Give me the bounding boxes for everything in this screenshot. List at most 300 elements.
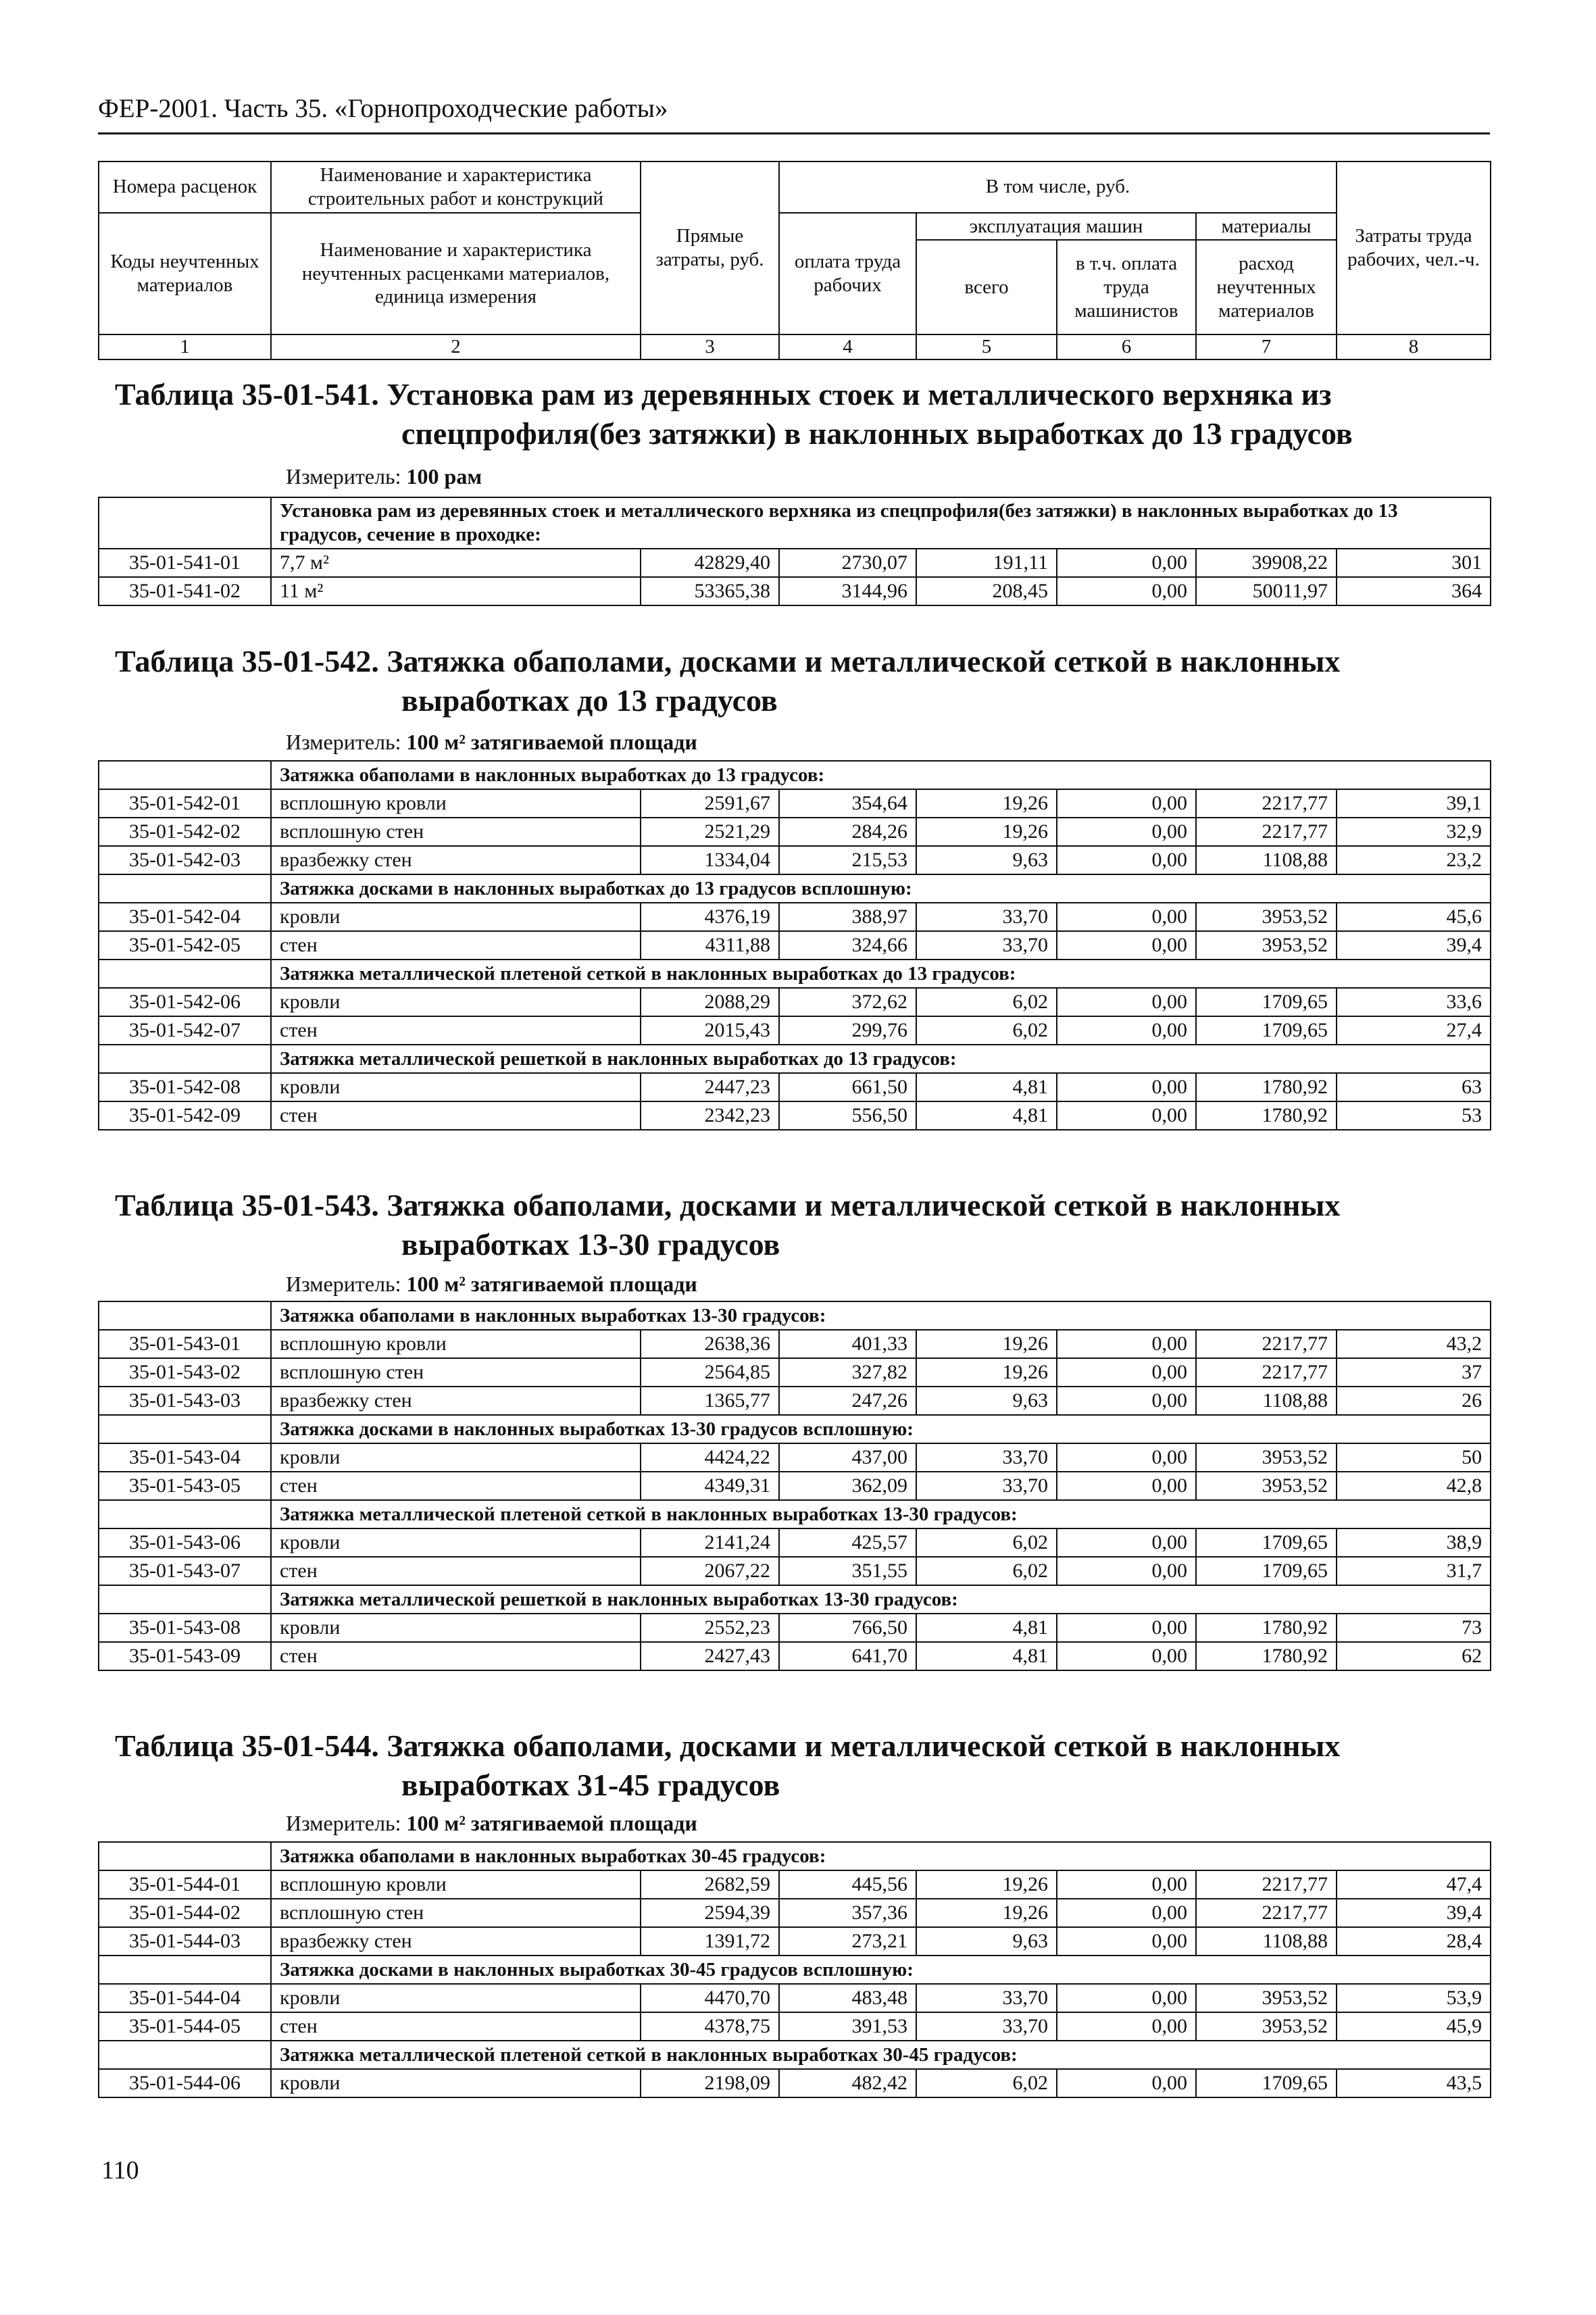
labor-cost: 354,64	[779, 789, 916, 818]
table-title-line: спецпрофиля(без затяжки) в наклонных выработках до 13 градусов	[401, 416, 1353, 451]
table-row	[99, 577, 1491, 605]
machine-cost: 191,11	[916, 549, 1057, 577]
col3-header: Прямые затраты, руб.	[641, 161, 779, 334]
labor-hours: 364	[1337, 577, 1491, 605]
section-heading: Затяжка металлической плетеной сеткой в наклонных выработках 13-30 градусов:	[271, 1500, 1491, 1528]
labor-hours: 39,4	[1337, 1899, 1491, 1927]
table-row	[99, 1016, 1491, 1045]
labor-cost: 388,97	[779, 903, 916, 931]
labor-cost: 425,57	[779, 1528, 916, 1557]
row-code: 35-01-542-02	[99, 818, 271, 846]
row-code: 35-01-543-09	[99, 1642, 271, 1670]
col4-header: оплата труда рабочих	[779, 213, 916, 335]
labor-cost: 324,66	[779, 931, 916, 960]
labor-hours: 23,2	[1337, 846, 1491, 874]
row-code: 35-01-541-02	[99, 577, 271, 605]
table-title	[115, 642, 1487, 720]
section-heading: Затяжка досками в наклонных выработках 13-30 градусов всплошную:	[271, 1415, 1491, 1443]
machinist-labor-cost: 0,00	[1057, 1472, 1196, 1500]
row-name: вразбежку стен	[271, 1927, 641, 1956]
machine-cost: 208,45	[916, 577, 1057, 605]
row-name: всплошную кровли	[271, 1870, 641, 1899]
row-code: 35-01-543-08	[99, 1614, 271, 1642]
section-row	[99, 1585, 1491, 1614]
machinist-labor-cost: 0,00	[1057, 549, 1196, 577]
table-row	[99, 1472, 1491, 1500]
row-code: 35-01-543-03	[99, 1387, 271, 1415]
machinist-labor-cost: 0,00	[1057, 1101, 1196, 1130]
machine-cost: 6,02	[916, 2069, 1057, 2097]
machine-cost: 33,70	[916, 1984, 1057, 2012]
machine-cost: 19,26	[916, 1899, 1057, 1927]
direct-cost: 4376,19	[641, 903, 779, 931]
section-heading: Затяжка металлической плетеной сеткой в наклонных выработках 30-45 градусов:	[271, 2041, 1491, 2069]
material-cost: 3953,52	[1196, 903, 1337, 931]
section-blank-cell	[99, 1956, 271, 1984]
col7-header: расход неучтенных материалов	[1196, 240, 1337, 334]
section-row	[99, 1045, 1491, 1073]
measure-label: Измеритель:	[286, 464, 401, 489]
material-cost: 1108,88	[1196, 1927, 1337, 1956]
section-row	[99, 2041, 1491, 2069]
table-row	[99, 988, 1491, 1016]
machinist-labor-cost: 0,00	[1057, 903, 1196, 931]
material-cost: 3953,52	[1196, 2012, 1337, 2041]
direct-cost: 4349,31	[641, 1472, 779, 1500]
measure-value: 100 м² затягиваемой площади	[406, 730, 697, 754]
machine-cost: 33,70	[916, 1472, 1057, 1500]
row-name: всплошную стен	[271, 1899, 641, 1927]
labor-cost: 327,82	[779, 1358, 916, 1387]
direct-cost: 2594,39	[641, 1899, 779, 1927]
table-title	[115, 375, 1487, 453]
section-heading: Затяжка металлической решеткой в наклонных выработках до 13 градусов:	[271, 1045, 1491, 1073]
row-name: кровли	[271, 1073, 641, 1101]
machine-cost: 9,63	[916, 846, 1057, 874]
section-row	[99, 960, 1491, 988]
labor-cost: 215,53	[779, 846, 916, 874]
material-cost: 1709,65	[1196, 1557, 1337, 1585]
row-code: 35-01-543-01	[99, 1330, 271, 1358]
direct-cost: 1334,04	[641, 846, 779, 874]
labor-hours: 39,1	[1337, 789, 1491, 818]
labor-hours: 43,2	[1337, 1330, 1491, 1358]
direct-cost: 2591,67	[641, 789, 779, 818]
col-number: 5	[916, 334, 1057, 359]
direct-cost: 2088,29	[641, 988, 779, 1016]
col-number: 8	[1337, 334, 1491, 359]
labor-hours: 62	[1337, 1642, 1491, 1670]
table-row	[99, 1870, 1491, 1899]
section-blank-cell	[99, 1842, 271, 1870]
table-row	[99, 818, 1491, 846]
direct-cost: 4378,75	[641, 2012, 779, 2041]
table-row	[99, 2012, 1491, 2041]
rates-table	[98, 1301, 1491, 1671]
section-heading: Затяжка металлической плетеной сеткой в наклонных выработках до 13 градусов:	[271, 960, 1491, 988]
table-row	[99, 1443, 1491, 1472]
material-cost: 1780,92	[1196, 1101, 1337, 1130]
material-cost: 39908,22	[1196, 549, 1337, 577]
machinist-labor-cost: 0,00	[1057, 1557, 1196, 1585]
machine-cost: 4,81	[916, 1614, 1057, 1642]
machine-cost: 19,26	[916, 789, 1057, 818]
direct-cost: 2564,85	[641, 1358, 779, 1387]
machine-cost: 4,81	[916, 1642, 1057, 1670]
table-title-line: выработках 31-45 градусов	[401, 1768, 780, 1802]
materials-header: материалы	[1196, 213, 1337, 241]
row-name: кровли	[271, 1443, 641, 1472]
section-row	[99, 761, 1491, 789]
table-row	[99, 903, 1491, 931]
row-name: всплошную стен	[271, 1358, 641, 1387]
group-header: В том числе, руб.	[779, 161, 1337, 213]
material-cost: 1709,65	[1196, 1528, 1337, 1557]
labor-cost: 357,36	[779, 1899, 916, 1927]
labor-cost: 401,33	[779, 1330, 916, 1358]
table-row	[99, 1101, 1491, 1130]
material-cost: 2217,77	[1196, 789, 1337, 818]
row-code: 35-01-544-02	[99, 1899, 271, 1927]
direct-cost: 4311,88	[641, 931, 779, 960]
row-name: кровли	[271, 988, 641, 1016]
row-name: стен	[271, 1101, 641, 1130]
direct-cost: 2198,09	[641, 2069, 779, 2097]
labor-hours: 33,6	[1337, 988, 1491, 1016]
table-title-line: Таблица 35-01-541. Установка рам из деревянных стоек и металлического верхняка из	[115, 377, 1332, 412]
row-code: 35-01-542-01	[99, 789, 271, 818]
row-name: кровли	[271, 1614, 641, 1642]
col-number: 3	[641, 334, 779, 359]
section-row	[99, 1842, 1491, 1870]
section-row	[99, 1415, 1491, 1443]
table-row	[99, 1614, 1491, 1642]
table-row	[99, 789, 1491, 818]
labor-hours: 31,7	[1337, 1557, 1491, 1585]
table-row	[99, 846, 1491, 874]
col-number: 2	[271, 334, 641, 359]
row-name: кровли	[271, 2069, 641, 2097]
row-code: 35-01-542-08	[99, 1073, 271, 1101]
measure-value: 100 рам	[406, 464, 482, 489]
labor-hours: 28,4	[1337, 1927, 1491, 1956]
table-row	[99, 1642, 1491, 1670]
section-heading: Затяжка обаполами в наклонных выработках до 13 градусов:	[271, 761, 1491, 789]
measure-label: Измеритель:	[286, 730, 401, 754]
row-code: 35-01-543-07	[99, 1557, 271, 1585]
row-code: 35-01-543-04	[99, 1443, 271, 1472]
machinist-labor-cost: 0,00	[1057, 1330, 1196, 1358]
table-row	[99, 1899, 1491, 1927]
direct-cost: 2552,23	[641, 1614, 779, 1642]
row-code: 35-01-543-05	[99, 1472, 271, 1500]
machinist-labor-cost: 0,00	[1057, 818, 1196, 846]
row-code: 35-01-542-09	[99, 1101, 271, 1130]
labor-cost: 641,70	[779, 1642, 916, 1670]
material-cost: 1780,92	[1196, 1073, 1337, 1101]
section-heading: Затяжка досками в наклонных выработках 30-45 градусов всплошную:	[271, 1956, 1491, 1984]
machinist-labor-cost: 0,00	[1057, 1528, 1196, 1557]
machinist-labor-cost: 0,00	[1057, 1984, 1196, 2012]
section-blank-cell	[99, 761, 271, 789]
machine-cost: 33,70	[916, 1443, 1057, 1472]
row-code: 35-01-542-06	[99, 988, 271, 1016]
page-number: 110	[101, 2156, 139, 2185]
material-cost: 1709,65	[1196, 2069, 1337, 2097]
labor-hours: 42,8	[1337, 1472, 1491, 1500]
material-cost: 2217,77	[1196, 818, 1337, 846]
row-name: вразбежку стен	[271, 1387, 641, 1415]
row-code: 35-01-542-03	[99, 846, 271, 874]
machinist-labor-cost: 0,00	[1057, 988, 1196, 1016]
labor-hours: 73	[1337, 1614, 1491, 1642]
table-measure	[286, 1272, 697, 1297]
machinist-labor-cost: 0,00	[1057, 1387, 1196, 1415]
row-name: стен	[271, 931, 641, 960]
material-cost: 50011,97	[1196, 577, 1337, 605]
table-row	[99, 2069, 1491, 2097]
section-row	[99, 874, 1491, 903]
section-blank-cell	[99, 1500, 271, 1528]
labor-hours: 27,4	[1337, 1016, 1491, 1045]
labor-cost: 247,26	[779, 1387, 916, 1415]
table-measure	[286, 464, 482, 489]
rates-table	[98, 1841, 1491, 2098]
row-name: стен	[271, 1472, 641, 1500]
table-title-line: Таблица 35-01-543. Затяжка обаполами, досками и металлической сеткой в наклонных	[115, 1188, 1341, 1222]
machinist-labor-cost: 0,00	[1057, 1614, 1196, 1642]
machinist-labor-cost: 0,00	[1057, 846, 1196, 874]
table-row	[99, 1387, 1491, 1415]
row-code: 35-01-542-07	[99, 1016, 271, 1045]
machine-cost: 33,70	[916, 903, 1057, 931]
labor-hours: 53	[1337, 1101, 1491, 1130]
machine-cost: 6,02	[916, 1557, 1057, 1585]
material-cost: 3953,52	[1196, 1472, 1337, 1500]
row-code: 35-01-541-01	[99, 549, 271, 577]
section-row	[99, 497, 1491, 549]
table-row	[99, 1330, 1491, 1358]
table-row	[99, 1528, 1491, 1557]
labor-hours: 63	[1337, 1073, 1491, 1101]
col2-header-bottom: Наименование и характеристика неучтенных расценками материалов, единица измерения	[271, 213, 641, 335]
measure-label: Измеритель:	[286, 1811, 401, 1835]
row-name: кровли	[271, 1984, 641, 2012]
machine-cost: 4,81	[916, 1101, 1057, 1130]
row-name: всплошную стен	[271, 818, 641, 846]
table-title	[115, 1726, 1487, 1805]
labor-cost: 445,56	[779, 1870, 916, 1899]
material-cost: 2217,77	[1196, 1358, 1337, 1387]
machinist-labor-cost: 0,00	[1057, 2012, 1196, 2041]
row-code: 35-01-543-02	[99, 1358, 271, 1387]
material-cost: 3953,52	[1196, 1443, 1337, 1472]
row-name: 7,7 м²	[271, 549, 641, 577]
machine-cost: 9,63	[916, 1387, 1057, 1415]
row-name: стен	[271, 2012, 641, 2041]
labor-hours: 37	[1337, 1358, 1491, 1387]
material-cost: 1709,65	[1196, 988, 1337, 1016]
direct-cost: 2447,23	[641, 1073, 779, 1101]
labor-cost: 273,21	[779, 1927, 916, 1956]
direct-cost: 2521,29	[641, 818, 779, 846]
section-heading: Затяжка обаполами в наклонных выработках 13-30 градусов:	[271, 1301, 1491, 1330]
direct-cost: 42829,40	[641, 549, 779, 577]
material-cost: 3953,52	[1196, 1984, 1337, 2012]
direct-cost: 2067,22	[641, 1557, 779, 1585]
row-name: кровли	[271, 903, 641, 931]
table-row	[99, 1358, 1491, 1387]
row-name: стен	[271, 1557, 641, 1585]
row-name: кровли	[271, 1528, 641, 1557]
direct-cost: 4424,22	[641, 1443, 779, 1472]
table-title-line: выработках 13-30 градусов	[401, 1227, 780, 1262]
table-row	[99, 931, 1491, 960]
labor-cost: 284,26	[779, 818, 916, 846]
direct-cost: 1391,72	[641, 1927, 779, 1956]
machinist-labor-cost: 0,00	[1057, 1870, 1196, 1899]
section-blank-cell	[99, 1585, 271, 1614]
material-cost: 2217,77	[1196, 1870, 1337, 1899]
material-cost: 2217,77	[1196, 1330, 1337, 1358]
row-code: 35-01-544-06	[99, 2069, 271, 2097]
machinist-labor-cost: 0,00	[1057, 1927, 1196, 1956]
table-title-line: Таблица 35-01-542. Затяжка обаполами, досками и металлической сеткой в наклонных	[115, 644, 1341, 678]
col5-header: всего	[916, 240, 1057, 334]
col1-header-bottom: Коды неучтенных материалов	[99, 213, 271, 335]
labor-hours: 43,5	[1337, 2069, 1491, 2097]
header-rule	[98, 132, 1490, 134]
machines-header: эксплуатация машин	[916, 213, 1196, 241]
col-number: 6	[1057, 334, 1196, 359]
row-code: 35-01-544-03	[99, 1927, 271, 1956]
labor-cost: 391,53	[779, 2012, 916, 2041]
direct-cost: 2638,36	[641, 1330, 779, 1358]
machinist-labor-cost: 0,00	[1057, 931, 1196, 960]
col-number: 1	[99, 334, 271, 359]
material-cost: 2217,77	[1196, 1899, 1337, 1927]
row-name: 11 м²	[271, 577, 641, 605]
labor-cost: 766,50	[779, 1614, 916, 1642]
col8-header: Затраты труда рабочих, чел.-ч.	[1337, 161, 1491, 334]
labor-hours: 50	[1337, 1443, 1491, 1472]
direct-cost: 1365,77	[641, 1387, 779, 1415]
labor-hours: 38,9	[1337, 1528, 1491, 1557]
labor-cost: 661,50	[779, 1073, 916, 1101]
machinist-labor-cost: 0,00	[1057, 1358, 1196, 1387]
machinist-labor-cost: 0,00	[1057, 577, 1196, 605]
machine-cost: 19,26	[916, 1358, 1057, 1387]
labor-cost: 2730,07	[779, 549, 916, 577]
row-name: стен	[271, 1642, 641, 1670]
direct-cost: 2015,43	[641, 1016, 779, 1045]
table-title-line: выработках до 13 градусов	[401, 683, 778, 718]
machinist-labor-cost: 0,00	[1057, 789, 1196, 818]
column-header-table	[98, 161, 1491, 360]
machine-cost: 19,26	[916, 1330, 1057, 1358]
table-title-line: Таблица 35-01-544. Затяжка обаполами, досками и металлической сеткой в наклонных	[115, 1728, 1341, 1763]
row-code: 35-01-544-04	[99, 1984, 271, 2012]
row-code: 35-01-544-05	[99, 2012, 271, 2041]
labor-hours: 32,9	[1337, 818, 1491, 846]
machine-cost: 33,70	[916, 2012, 1057, 2041]
machinist-labor-cost: 0,00	[1057, 2069, 1196, 2097]
section-blank-cell	[99, 1045, 271, 1073]
section-blank-cell	[99, 2041, 271, 2069]
section-heading: Затяжка обаполами в наклонных выработках 30-45 градусов:	[271, 1842, 1491, 1870]
table-row	[99, 1984, 1491, 2012]
machinist-labor-cost: 0,00	[1057, 1899, 1196, 1927]
machine-cost: 6,02	[916, 988, 1057, 1016]
col2-header-top: Наименование и характеристика строительных работ и конструкций	[271, 161, 641, 213]
labor-hours: 301	[1337, 549, 1491, 577]
labor-hours: 39,4	[1337, 931, 1491, 960]
labor-cost: 3144,96	[779, 577, 916, 605]
machinist-labor-cost: 0,00	[1057, 1642, 1196, 1670]
table-title	[115, 1186, 1487, 1264]
machine-cost: 4,81	[916, 1073, 1057, 1101]
section-blank-cell	[99, 497, 271, 549]
labor-hours: 45,9	[1337, 2012, 1491, 2041]
table-row	[99, 549, 1491, 577]
machinist-labor-cost: 0,00	[1057, 1073, 1196, 1101]
material-cost: 1108,88	[1196, 846, 1337, 874]
row-code: 35-01-542-04	[99, 903, 271, 931]
labor-cost: 482,42	[779, 2069, 916, 2097]
labor-hours: 45,6	[1337, 903, 1491, 931]
section-heading: Установка рам из деревянных стоек и металлического верхняка из спецпрофиля(без затяжки) в наклонных выработках до 13 градусов, сечение в проходке:	[271, 497, 1491, 549]
labor-cost: 437,00	[779, 1443, 916, 1472]
measure-value: 100 м² затягиваемой площади	[406, 1272, 697, 1296]
table-row	[99, 1557, 1491, 1585]
material-cost: 3953,52	[1196, 931, 1337, 960]
row-name: вразбежку стен	[271, 846, 641, 874]
running-header: ФЕР-2001. Часть 35. «Горнопроходческие работы»	[98, 94, 668, 123]
section-heading: Затяжка металлической решеткой в наклонных выработках 13-30 градусов:	[271, 1585, 1491, 1614]
col-number: 4	[779, 334, 916, 359]
table-row	[99, 1073, 1491, 1101]
row-code: 35-01-543-06	[99, 1528, 271, 1557]
material-cost: 1780,92	[1196, 1614, 1337, 1642]
machine-cost: 6,02	[916, 1528, 1057, 1557]
table-measure	[286, 730, 697, 755]
labor-cost: 362,09	[779, 1472, 916, 1500]
material-cost: 1709,65	[1196, 1016, 1337, 1045]
material-cost: 1108,88	[1196, 1387, 1337, 1415]
rates-table	[98, 497, 1491, 606]
row-name: стен	[271, 1016, 641, 1045]
direct-cost: 2682,59	[641, 1870, 779, 1899]
labor-cost: 483,48	[779, 1984, 916, 2012]
labor-cost: 372,62	[779, 988, 916, 1016]
labor-cost: 351,55	[779, 1557, 916, 1585]
direct-cost: 2141,24	[641, 1528, 779, 1557]
measure-label: Измеритель:	[286, 1272, 401, 1296]
section-blank-cell	[99, 874, 271, 903]
section-row	[99, 1956, 1491, 1984]
machinist-labor-cost: 0,00	[1057, 1016, 1196, 1045]
machine-cost: 19,26	[916, 1870, 1057, 1899]
rates-table	[98, 760, 1491, 1130]
section-blank-cell	[99, 1301, 271, 1330]
section-heading: Затяжка досками в наклонных выработках до 13 градусов всплошную:	[271, 874, 1491, 903]
table-row	[99, 1927, 1491, 1956]
measure-value: 100 м² затягиваемой площади	[406, 1811, 697, 1835]
row-code: 35-01-542-05	[99, 931, 271, 960]
section-row	[99, 1301, 1491, 1330]
table-measure	[286, 1811, 697, 1836]
labor-hours: 53,9	[1337, 1984, 1491, 2012]
